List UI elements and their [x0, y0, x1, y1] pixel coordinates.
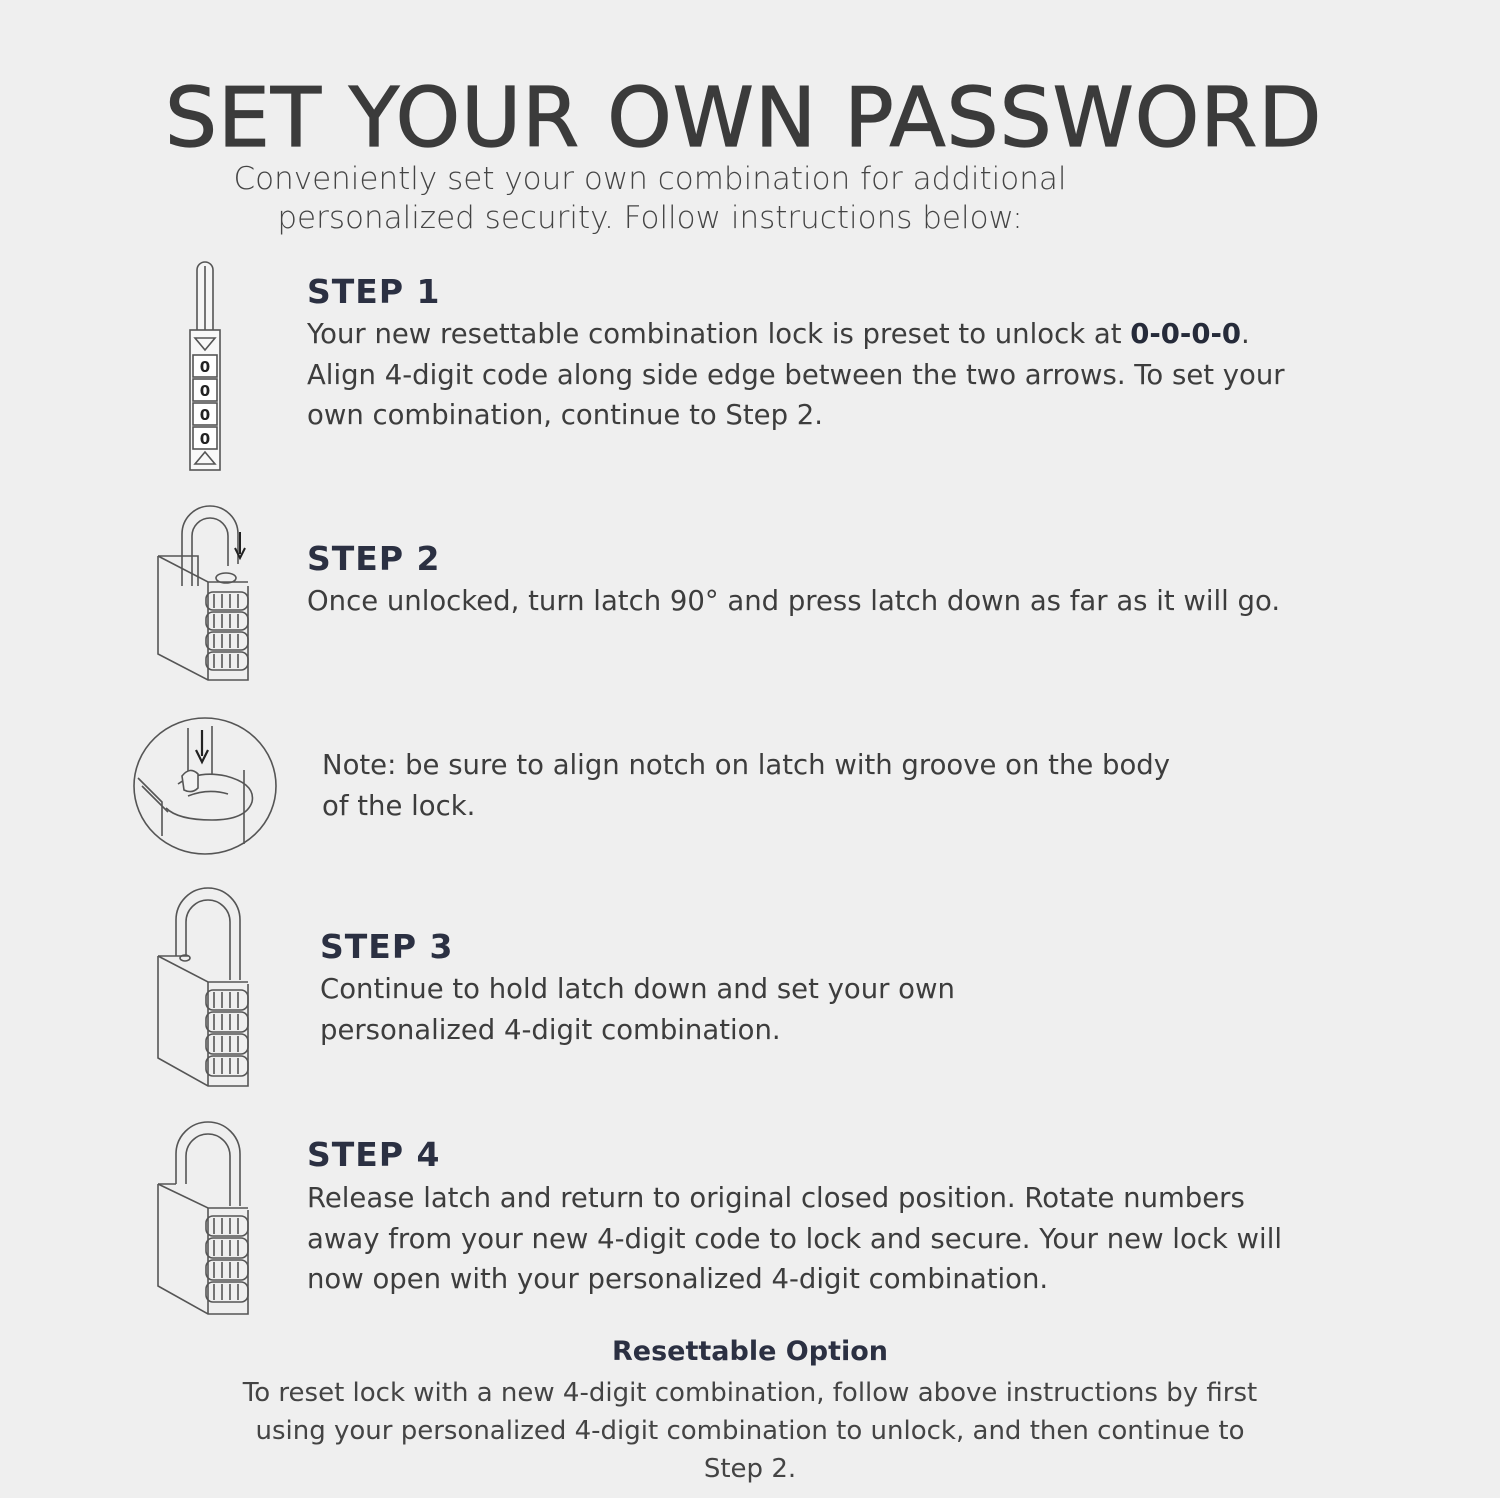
dial-digit: 0 [199, 382, 211, 400]
step-2-text: Once unlocked, turn latch 90° and press latch down as far as it will go. [307, 585, 1281, 617]
dial-digit: 0 [199, 358, 211, 376]
step-1-heading: STEP 1 [307, 272, 441, 311]
note-text: Note: be sure to align notch on latch with groove on the body of the lock. [322, 749, 1171, 822]
step-1-text-after: . Align 4-digit code along side edge between the two arrows. To set your own combination, continue to Step 2. [307, 318, 1285, 431]
step-3-text: Continue to hold latch down and set your own personalized 4-digit combination. [320, 973, 955, 1046]
step-4-text: Release latch and return to original closed position. Rotate numbers away from your new 4-digit code to lock and secure. Your new lock will now open with your personalized 4-digit combination. [307, 1182, 1282, 1295]
step-1-text [307, 314, 1297, 436]
padlock-latch-down-icon [152, 504, 262, 684]
page-title: SET YOUR OWN PASSWORD [165, 71, 1323, 166]
page-subtitle: Conveniently set your own combination for additional personalized security. Follow instructions below: [233, 161, 1067, 236]
step-4-heading: STEP 4 [307, 1135, 441, 1174]
dial-strip-icon [186, 260, 226, 472]
latch-notch-detail-icon [132, 716, 278, 856]
preset-code: 0-0-0-0 [1130, 318, 1242, 350]
resettable-option-heading: Resettable Option [611, 1336, 889, 1367]
dial-digit: 0 [199, 406, 211, 424]
dial-digit: 0 [199, 430, 211, 448]
step-2-heading: STEP 2 [307, 539, 441, 578]
resettable-option-text: To reset lock with a new 4-digit combination, follow above instructions by first using your personalized 4-digit combination to unlock, and then continue to Step 2. [242, 1378, 1258, 1484]
padlock-closed-icon [152, 1120, 262, 1318]
step-1-text-before: Your new resettable combination lock is preset to unlock at [307, 318, 1131, 350]
step-3-heading: STEP 3 [320, 927, 454, 966]
padlock-hold-latch-icon [152, 886, 262, 1091]
